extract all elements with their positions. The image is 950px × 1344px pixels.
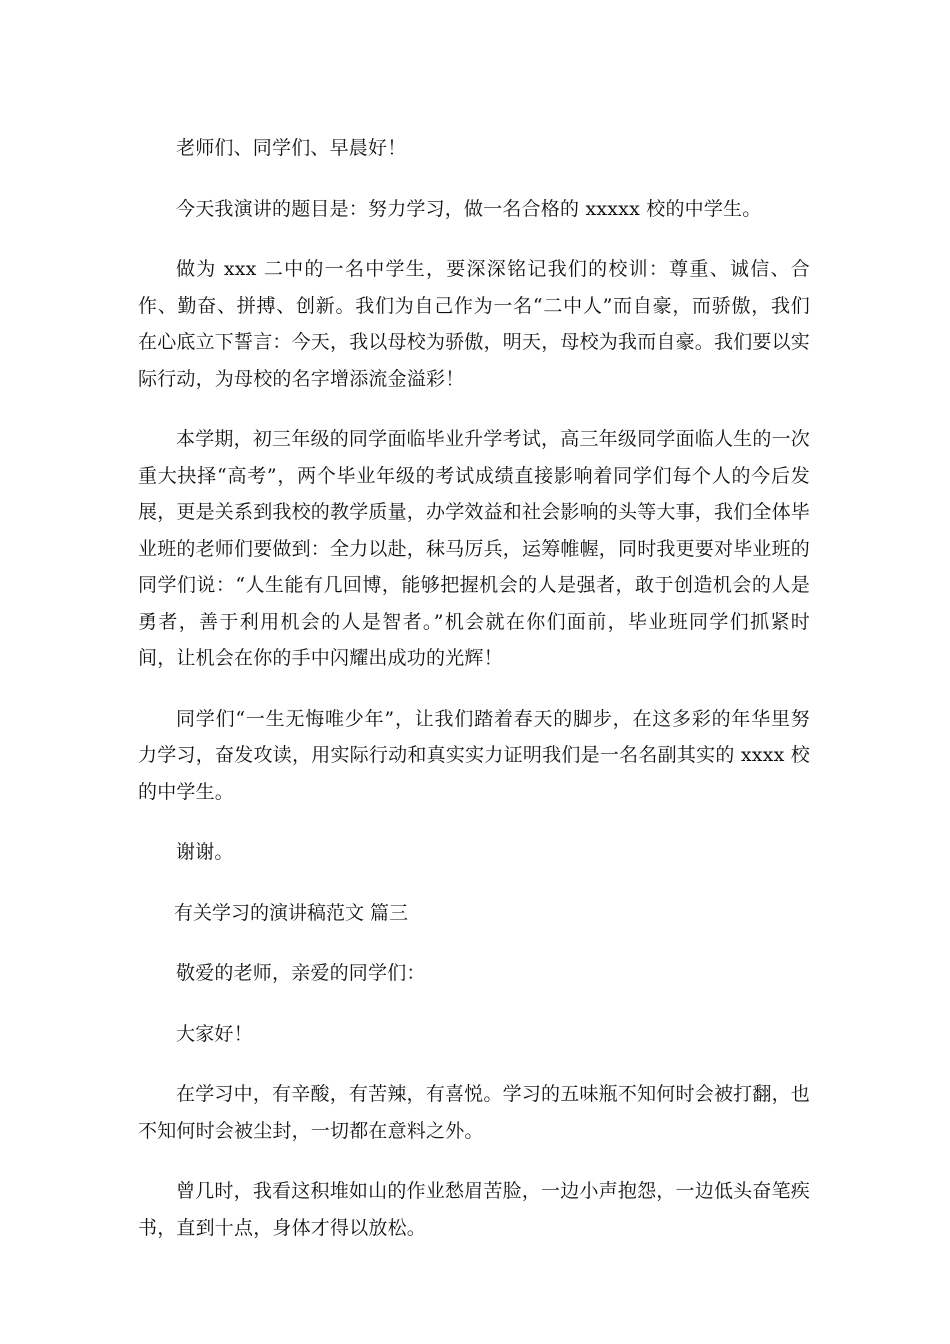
document-body	[138, 130, 810, 1270]
exam-paragraph: 本学期，初三年级的同学面临毕业升学考试，高三年级同学面临人生的一次重大抉择“高考”，两个毕业年级的考试成绩直接影响着同学们每个人的今后发展，更是关系到我校的教学质量，办学效益和社会影响的头等大事，我们全体毕业班的老师们要做到：全力以赴，秣马厉兵，运筹帷幄，同时我更要对毕业班的同学们说：“人生能有几回博，能够把握机会的人是强者，敢于创造机会的人是勇者，善于利用机会的人是智者。”机会就在你们面前，毕业班同学们抓紧时间，让机会在你的手中闪耀出成功的光辉！	[138, 428, 811, 669]
section-heading: 有关学习的演讲稿范文 篇三	[174, 901, 409, 924]
hello-paragraph: 大家好！	[176, 1022, 253, 1045]
topic-paragraph: 今天我演讲的题目是：努力学习，做一名合格的 xxxxx 校的中学生。	[176, 197, 762, 220]
youth-paragraph: 同学们“一生无悔唯少年”，让我们踏着春天的脚步，在这多彩的年华里努力学习，奋发攻读，用实际行动和真实实力证明我们是一名名副其实的 xxxx 校的中学生。	[138, 707, 810, 803]
homework-paragraph: 曾几时，我看这积堆如山的作业愁眉苦脸，一边小声抱怨，一边低头奋笔疾书，直到十点，身体才得以放松。	[138, 1180, 810, 1239]
thanks-paragraph: 谢谢。	[176, 841, 234, 863]
learning-flavors-paragraph: 在学习中，有辛酸，有苦辣，有喜悦。学习的五味瓶不知何时会被打翻，也不知何时会被尘封，一切都在意料之外。	[138, 1083, 810, 1142]
salutation-paragraph: 敬爱的老师，亲爱的同学们：	[176, 962, 426, 984]
greeting-paragraph: 老师们、同学们、早晨好！	[176, 137, 407, 159]
motto-paragraph: 做为 xxx 二中的一名中学生，要深深铭记我们的校训：尊重、诚信、合作、勤奋、拼搏、创新。我们为自己作为一名“二中人”而自豪，而骄傲，我们在心底立下誓言：今天，我以母校为骄傲，明天，母校为我而自豪。我们要以实际行动，为母校的名字增添流金溢彩！	[138, 258, 811, 390]
